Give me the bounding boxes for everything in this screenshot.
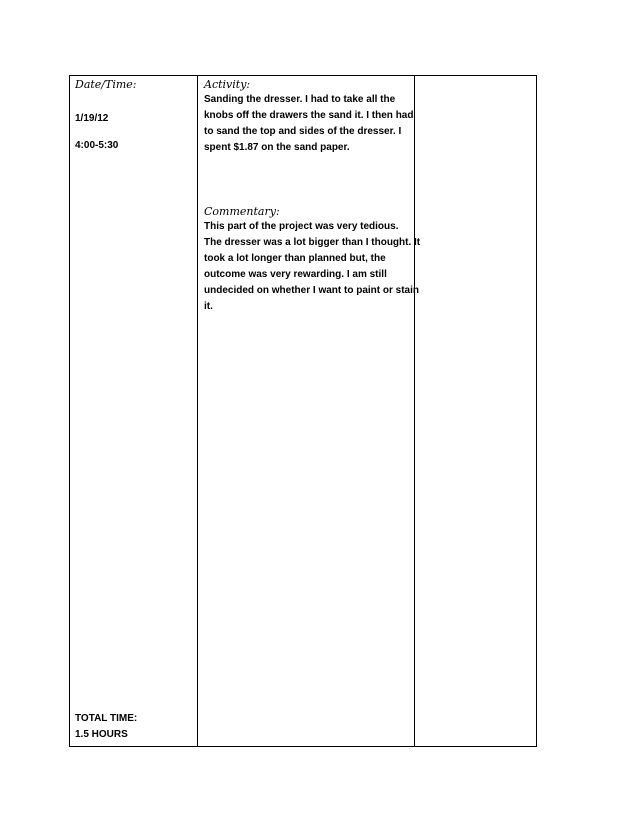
log-entry-row	[70, 76, 537, 747]
commentary-line: The dresser was a lot bigger than I thought. It	[204, 237, 421, 248]
project-log-table	[69, 75, 537, 747]
commentary-heading: Commentary:	[204, 205, 280, 218]
commentary-line: This part of the project was very tedious.	[204, 221, 399, 232]
commentary-line: it.	[204, 301, 213, 312]
entry-date: 1/19/12	[75, 113, 109, 124]
activity-line: knobs off the drawers the sand it. I then had	[204, 110, 414, 121]
activity-cell	[198, 76, 421, 747]
total-time-value: 1.5 HOURS	[75, 729, 128, 740]
activity-heading: Activity:	[204, 78, 251, 91]
empty-notes-cell	[415, 76, 537, 747]
date-time-heading: Date/Time:	[75, 78, 137, 91]
activity-line: spent $1.87 on the sand paper.	[204, 142, 350, 153]
commentary-line: outcome was very rewarding. I am still	[204, 269, 387, 280]
activity-line: Sanding the dresser. I had to take all the	[204, 94, 396, 105]
commentary-line: undecided on whether I want to paint or stain	[204, 285, 420, 296]
date-time-cell	[70, 76, 198, 747]
activity-line: to sand the top and sides of the dresser. I	[204, 126, 402, 137]
commentary-line: took a lot longer than planned but, the	[204, 253, 386, 264]
total-time-block	[75, 711, 137, 743]
entry-time-range: 4:00-5:30	[75, 140, 119, 151]
total-time-label: TOTAL TIME:	[75, 713, 138, 724]
